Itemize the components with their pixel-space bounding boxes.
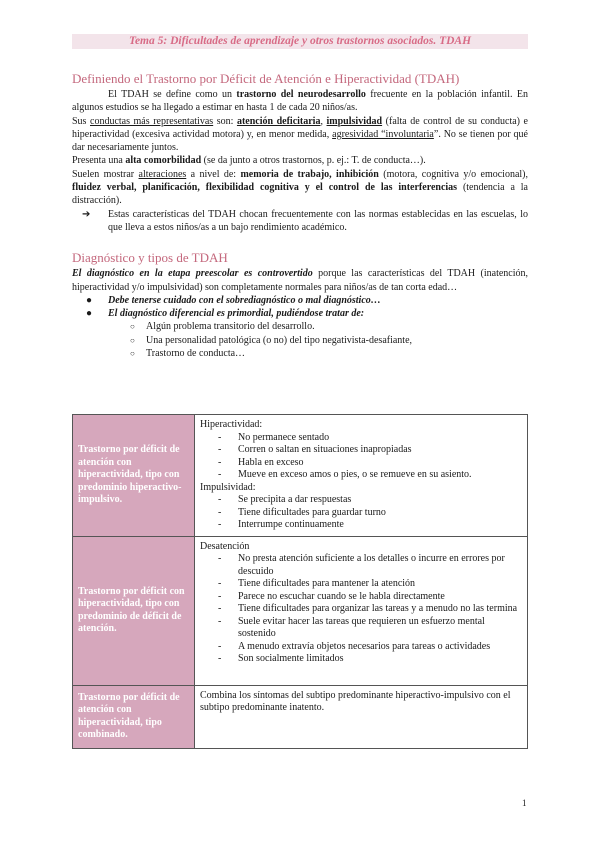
- circle-bullet-icon: ○: [130, 335, 135, 345]
- list-item: - Se precipita a dar respuestas: [218, 494, 352, 505]
- adhd-types-table: [72, 414, 528, 749]
- list-item: ● El diagnóstico diferencial es primordial, pudiéndose tratar de:: [86, 308, 365, 320]
- bullet-icon: ●: [86, 308, 93, 320]
- list-item: ○ Una personalidad patológica (o no) del tipo negativista-desafiante,: [130, 334, 413, 346]
- circle-bullet-icon: ○: [130, 349, 135, 359]
- group-title: Desatención: [200, 540, 250, 552]
- paragraph-alteraciones: Suelen mostrar alteraciones a nivel de: memoria de trabajo, inhibición (motora, cognitiva y/o emocional), fluidez verbal, planificación, flexibilidad cognitiva y el control de las interferencias (tendencia a la distracción).: [72, 168, 528, 207]
- list-item: - No presta atención suficiente a los detalles o incurre en errores por descuido: [218, 553, 505, 577]
- section-heading-definition: Definiendo el Trastorno por Déficit de Atención e Hiperactividad (TDAH): [72, 71, 460, 86]
- list-item: - Mueve en exceso amos o pies, o se remueve en su asiento.: [218, 469, 472, 480]
- sub-bullet-list: [72, 320, 528, 360]
- list-item: - Tiene dificultades para mantener la atención: [218, 578, 416, 589]
- paragraph-conductas: Sus conductas más representativas son: atención deficitaria, impulsividad (falta de control de su conducta) e hiperactividad (excesiva actividad motora) y, en menor medida, agresividad “involuntaria”. No se tienen por qué dar necesariamente juntos.: [72, 115, 528, 154]
- page-number: 1: [522, 798, 527, 808]
- list-item: - Tiene dificultades para guardar turno: [218, 506, 386, 518]
- list-item: - Parece no escuchar cuando se le habla directamente: [218, 590, 445, 602]
- table-content-cell: [195, 415, 528, 537]
- list-item: - Corren o saltan en situaciones inapropiadas: [218, 444, 412, 455]
- list-item: ● Debe tenerse cuidado con el sobrediagnóstico o mal diagnóstico…: [86, 294, 381, 306]
- symptom-list: [200, 494, 522, 532]
- symptom-list: [200, 553, 522, 666]
- section-heading-diagnosis: Diagnóstico y tipos de TDAH: [72, 250, 228, 266]
- paragraph-comorbilidad: Presenta una alta comorbilidad (se da junto a otros trastornos, p. ej.: T. de conducta…).: [72, 155, 426, 167]
- arrow-note: [82, 208, 528, 235]
- symptom-list: [200, 432, 522, 482]
- arrow-right-icon: ➔: [82, 208, 91, 220]
- list-item: - Son socialmente limitados: [218, 653, 344, 664]
- paragraph-definition: El TDAH se define como un trastorno del neurodesarrollo frecuente en la población infantil. En algunos estudios se ha llegado a estimar en hasta 1 de cada 20 niños/as.: [72, 89, 528, 114]
- list-item: - Tiene dificultades para organizar las tareas y a menudo no las termina: [218, 603, 518, 614]
- table-label-cell: Trastorno por déficit de atención con hiperactividad, tipo con predominio hiperactivo-impulsivo.: [73, 415, 195, 537]
- table-row: [73, 415, 528, 537]
- list-item: ○ Algún problema transitorio del desarrollo.: [130, 321, 315, 333]
- table-row: [73, 685, 528, 748]
- bullet-list: [72, 294, 528, 321]
- table-label-cell: Trastorno por déficit de atención con hiperactividad, tipo combinado.: [73, 685, 195, 748]
- bullet-icon: ●: [86, 294, 93, 306]
- table-content-cell: Combina los síntomas del subtipo predominante hiperactivo-impulsivo con el subtipo predominante inatento.: [195, 685, 528, 748]
- list-item: - No permanece sentado: [218, 431, 330, 443]
- group-title: Hiperactividad:: [200, 419, 263, 430]
- arrow-note-text: Estas características del TDAH chocan frecuentemente con las normas establecidas en las escuelas, lo que lleva a estos niños/as a un bajo rendimiento académico.: [108, 208, 528, 233]
- table-content-cell: [195, 536, 528, 685]
- group-title: Impulsividad:: [200, 481, 256, 493]
- list-item: - Habla en exceso: [218, 456, 304, 468]
- table-row: [73, 536, 528, 685]
- page-header-title: Tema 5: Dificultades de aprendizaje y otros trastornos asociados. TDAH: [72, 34, 528, 49]
- circle-bullet-icon: ○: [130, 322, 135, 332]
- document-page: [72, 34, 528, 360]
- paragraph-diagnosis: El diagnóstico en la etapa preescolar es controvertido porque las características del TDAH (inatención, hiperactividad y/o impulsividad) son completamente normales para niños/as de tan corta edad…: [72, 268, 529, 293]
- list-item: ○ Trastorno de conducta…: [130, 348, 246, 360]
- list-item: - A menudo extravía objetos necesarios para tareas o actividades: [218, 640, 491, 652]
- list-item: - Suele evitar hacer las tareas que requieren un esfuerzo mental sostenido: [218, 615, 485, 639]
- list-item: - Interrumpe continuamente: [218, 519, 344, 530]
- table-label-cell: Trastorno por déficit con hiperactividad, tipo con predominio de déficit de atención.: [73, 536, 195, 685]
